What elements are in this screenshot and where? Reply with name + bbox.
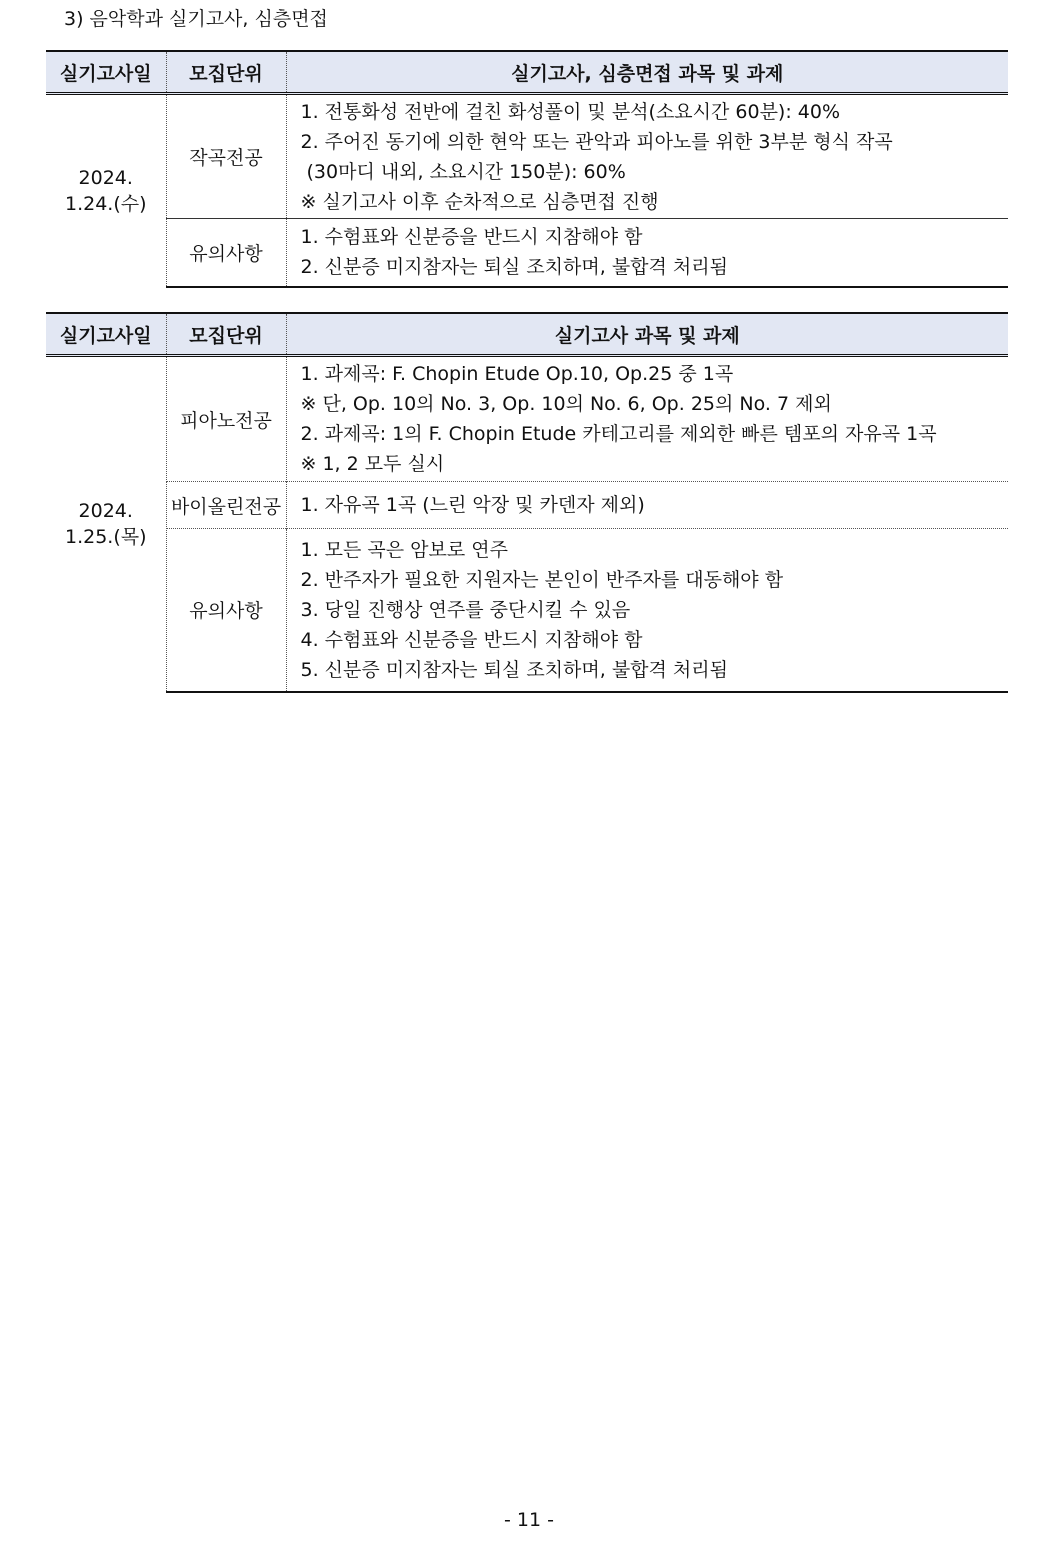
table-row (46, 94, 1008, 219)
content-line: ※ 단, Op. 10의 No. 3, Op. 10의 No. 6, Op. 25의 No. 7 제외 (300, 393, 832, 415)
unit-notes: 유의사항 (166, 529, 286, 692)
exam-date-year: 2024. (78, 166, 133, 189)
header-recruit-unit: 모집단위 (166, 51, 286, 94)
content-line: 2. 주어진 동기에 의한 현악 또는 관악과 피아노를 위한 3부분 형식 작곡 (300, 130, 893, 153)
unit-notes: 유의사항 (166, 219, 286, 287)
header-exam-date: 실기고사일 (46, 51, 166, 94)
content-notes (286, 219, 1008, 287)
content-notes (286, 529, 1008, 692)
content-piano (286, 356, 1008, 482)
exam-date-day: 1.25.(목) (64, 526, 147, 549)
content-composition (286, 94, 1008, 219)
content-line: 5. 신분증 미지참자는 퇴실 조치하며, 불합격 처리됨 (300, 658, 728, 681)
content-line: 1. 수험표와 신분증을 반드시 지참해야 함 (300, 226, 643, 249)
unit-piano: 피아노전공 (166, 356, 286, 482)
section-heading: 3) 음악학과 실기고사, 심층면접 (64, 8, 328, 30)
content-line: 1. 자유곡 1곡 (느린 악장 및 카덴자 제외) (300, 494, 645, 516)
content-line: 4. 수험표와 신분증을 반드시 지참해야 함 (300, 628, 643, 651)
exam-date-year: 2024. (78, 500, 133, 523)
unit-composition: 작곡전공 (166, 94, 286, 219)
exam-date-cell (46, 356, 166, 692)
exam-date-cell (46, 94, 166, 287)
exam-date-day: 1.24.(수) (64, 192, 147, 215)
content-line: ※ 실기고사 이후 순차적으로 심층면접 진행 (300, 190, 659, 213)
table-row (46, 482, 1008, 529)
content-line: 1. 모든 곡은 암보로 연주 (300, 538, 508, 561)
page-number: - 11 - (504, 1509, 554, 1531)
content-line: 2. 반주자가 필요한 지원자는 본인이 반주자를 대동해야 함 (300, 568, 784, 591)
table-header-row (46, 313, 1008, 356)
content-line: 2. 과제곡: 1의 F. Chopin Etude 카테고리를 제외한 빠른 템포의 자유곡 1곡 (300, 423, 937, 445)
table-header-row (46, 51, 1008, 94)
content-line: 1. 전통화성 전반에 걸친 화성풀이 및 분석(소요시간 60분): 40% (300, 100, 841, 123)
table-row (46, 529, 1008, 692)
table-row (46, 219, 1008, 287)
content-line: 1. 과제곡: F. Chopin Etude Op.10, Op.25 중 1곡 (300, 363, 734, 385)
exam-table-composition (46, 50, 1008, 288)
content-line: (30마디 내외, 소요시간 150분): 60% (306, 160, 626, 183)
header-recruit-unit: 모집단위 (166, 313, 286, 356)
exam-table-performance (46, 312, 1008, 693)
table-row (46, 356, 1008, 482)
unit-violin: 바이올린전공 (166, 482, 286, 529)
content-line: ※ 1, 2 모두 실시 (300, 453, 445, 475)
content-line: 2. 신분증 미지참자는 퇴실 조치하며, 불합격 처리됨 (300, 256, 728, 279)
content-violin (286, 482, 1008, 529)
header-exam-subjects: 실기고사, 심층면접 과목 및 과제 (286, 51, 1008, 94)
header-exam-subjects: 실기고사 과목 및 과제 (286, 313, 1008, 356)
header-exam-date: 실기고사일 (46, 313, 166, 356)
content-line: 3. 당일 진행상 연주를 중단시킬 수 있음 (300, 598, 631, 621)
